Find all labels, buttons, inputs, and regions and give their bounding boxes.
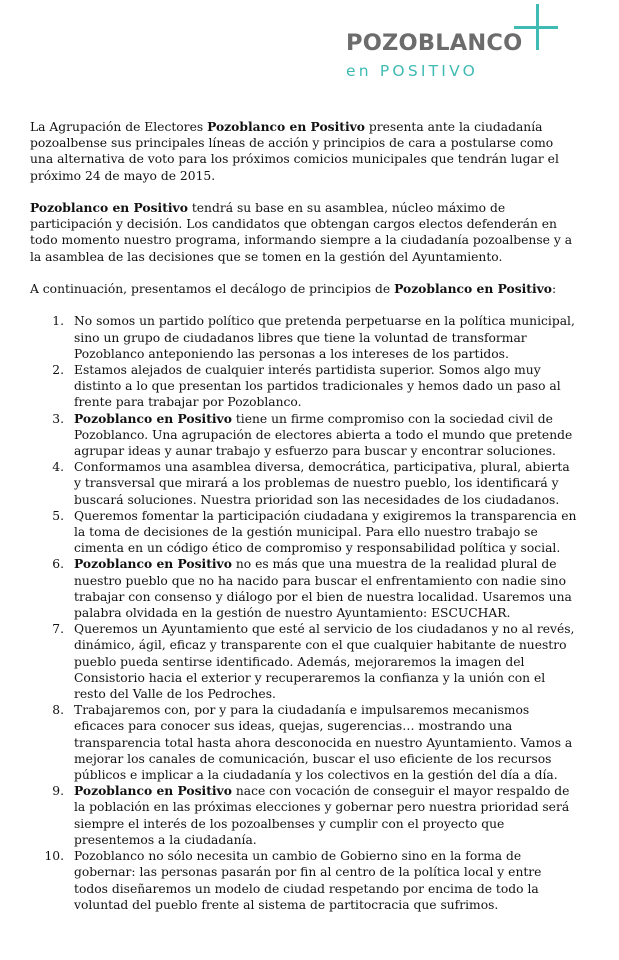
list-item-number: 6. xyxy=(52,557,64,572)
logo xyxy=(340,0,619,90)
decalogue-intro-post: : xyxy=(552,282,557,296)
list-item-number: 5. xyxy=(52,508,64,523)
list-item-text: Estamos alejados de cualquier interés partidista superior. Somos algo muy distinto a lo que presentan los partidos tradicionales y hemos dado un paso al frente para trabajar por Pozoblanco. xyxy=(74,363,561,410)
decalogue-intro-paragraph xyxy=(30,281,578,297)
list-item xyxy=(30,848,578,913)
principles-list xyxy=(30,313,578,913)
list-item-number: 7. xyxy=(52,622,64,637)
list-item-text: no es más que una muestra de la realidad plural de nuestro pueblo que no ha nacido para buscar el enfrentamiento con nadie sino trabajar con consenso y diálogo por el bien de nuestra localidad. Usaremos una palabra olvidada en la gestión de nuestro Ayuntamiento: ESCUCHAR. xyxy=(74,557,572,621)
list-item xyxy=(30,508,578,557)
intro-text-post: presenta ante la ciudadanía pozoalbense sus principales líneas de acción y principios de cara a postularse como una alternativa de voto para los próximos comicios municipales que tendrán lugar el próximo 24 de mayo de 2015. xyxy=(30,120,559,183)
list-item-org-name: Pozoblanco en Positivo xyxy=(74,556,232,572)
document-body xyxy=(30,119,578,913)
list-item xyxy=(30,313,578,362)
list-item-number: 8. xyxy=(52,703,64,718)
list-item-text: Conformamos una asamblea diversa, democrática, participativa, plural, abierta y transversal que mirará a los problemas de nuestro pueblo, los identificará y buscará soluciones. Nuestra prioridad son las necesidades de los ciudadanos. xyxy=(74,460,570,507)
list-item-number: 10. xyxy=(44,849,64,864)
list-item xyxy=(30,362,578,411)
list-item-number: 1. xyxy=(52,314,64,329)
list-item xyxy=(30,702,578,783)
logo-tagline: en POSITIVO xyxy=(346,62,479,80)
logo-wordmark: POZOBLANCO xyxy=(346,30,523,56)
list-item xyxy=(30,783,578,848)
list-item-number: 2. xyxy=(52,363,64,377)
base-text: tendrá su base en su asamblea, núcleo máximo de participación y decisión. Los candidatos que obtengan cargos electos defenderán en todo momento nuestro programa, informando siempre a la ciudadanía pozoalbense y a la asamblea de las decisiones que se tomen en la gestión del Ayuntamiento. xyxy=(30,201,573,264)
list-item-text: Trabajaremos con, por y para la ciudadanía e impulsaremos mecanismos eficaces para conocer sus ideas, quejas, sugerencias… mostrando una transparencia total hasta ahora desconocida en nuestro Ayuntamiento. Vamos a mejorar los canales de comunicación, buscar el uso eficiente de los recursos públicos e implicar a la ciudadanía y los colectivos en la gestión del día a día. xyxy=(74,703,573,783)
list-item-text: Queremos un Ayuntamiento que esté al servicio de los ciudadanos y no al revés, dinámico, ágil, eficaz y transparente con el que cualquier habitante de nuestro pueblo pueda sentirse identificado. Además, mejoraremos la imagen del Consistorio hacia el exterior y recuperaremos la confianza y la unión con el resto del Valle de los Pedroches. xyxy=(74,622,575,702)
list-item-number: 4. xyxy=(52,460,64,475)
plus-icon-bar xyxy=(514,26,558,29)
list-item-text: Pozoblanco no sólo necesita un cambio de Gobierno sino en la forma de gobernar: las personas pasarán por fin al centro de la política local y entre todos diseñaremos un modelo de ciudad respetando por encima de todo la voluntad del pueblo frente al sistema de partitocracia que sufrimos. xyxy=(74,849,542,912)
base-paragraph xyxy=(30,200,578,265)
list-item-org-name: Pozoblanco en Positivo xyxy=(74,410,232,426)
list-item-number: 9. xyxy=(52,784,64,799)
intro-org-name: Pozoblanco en Positivo xyxy=(207,119,365,134)
list-item-text: Queremos fomentar la participación ciudadana y exigiremos la transparencia en la toma de decisiones de la gestión municipal. Para ello nuestro trabajo se cimenta en un código ético de compromiso y responsabilidad política y social. xyxy=(74,508,577,556)
list-item-text: No somos un partido político que pretenda perpetuarse en la política municipal, sino un grupo de ciudadanos libres que tiene la voluntad de transformar Pozoblanco anteponiendo las personas a los intereses de los partidos. xyxy=(74,314,575,361)
list-item xyxy=(30,556,578,621)
list-item-number: 3. xyxy=(52,411,64,426)
decalogue-intro-pre: A continuación, presentamos el decálogo de principios de xyxy=(30,282,395,296)
intro-paragraph xyxy=(30,119,578,184)
intro-text-pre: La Agrupación de Electores xyxy=(30,120,208,134)
decalogue-org-name: Pozoblanco en Positivo xyxy=(394,281,552,296)
list-item-text: tiene un firme compromiso con la sociedad civil de Pozoblanco. Una agrupación de electores abierta a todo el mundo que pretende agrupar ideas y aunar trabajo y esfuerzo para buscar y encontrar soluciones. xyxy=(74,411,573,459)
list-item xyxy=(30,411,578,460)
list-item-org-name: Pozoblanco en Positivo xyxy=(74,783,232,799)
list-item xyxy=(30,459,578,508)
base-org-name: Pozoblanco en Positivo xyxy=(30,200,188,215)
list-item-text: nace con vocación de conseguir el mayor respaldo de la población en las próximas elecciones y gobernar pero nuestra prioridad será siempre el interés de los pozoalbenses y cumplir con el proyecto que presentemos a la ciudadanía. xyxy=(74,784,570,847)
list-item xyxy=(30,621,578,702)
